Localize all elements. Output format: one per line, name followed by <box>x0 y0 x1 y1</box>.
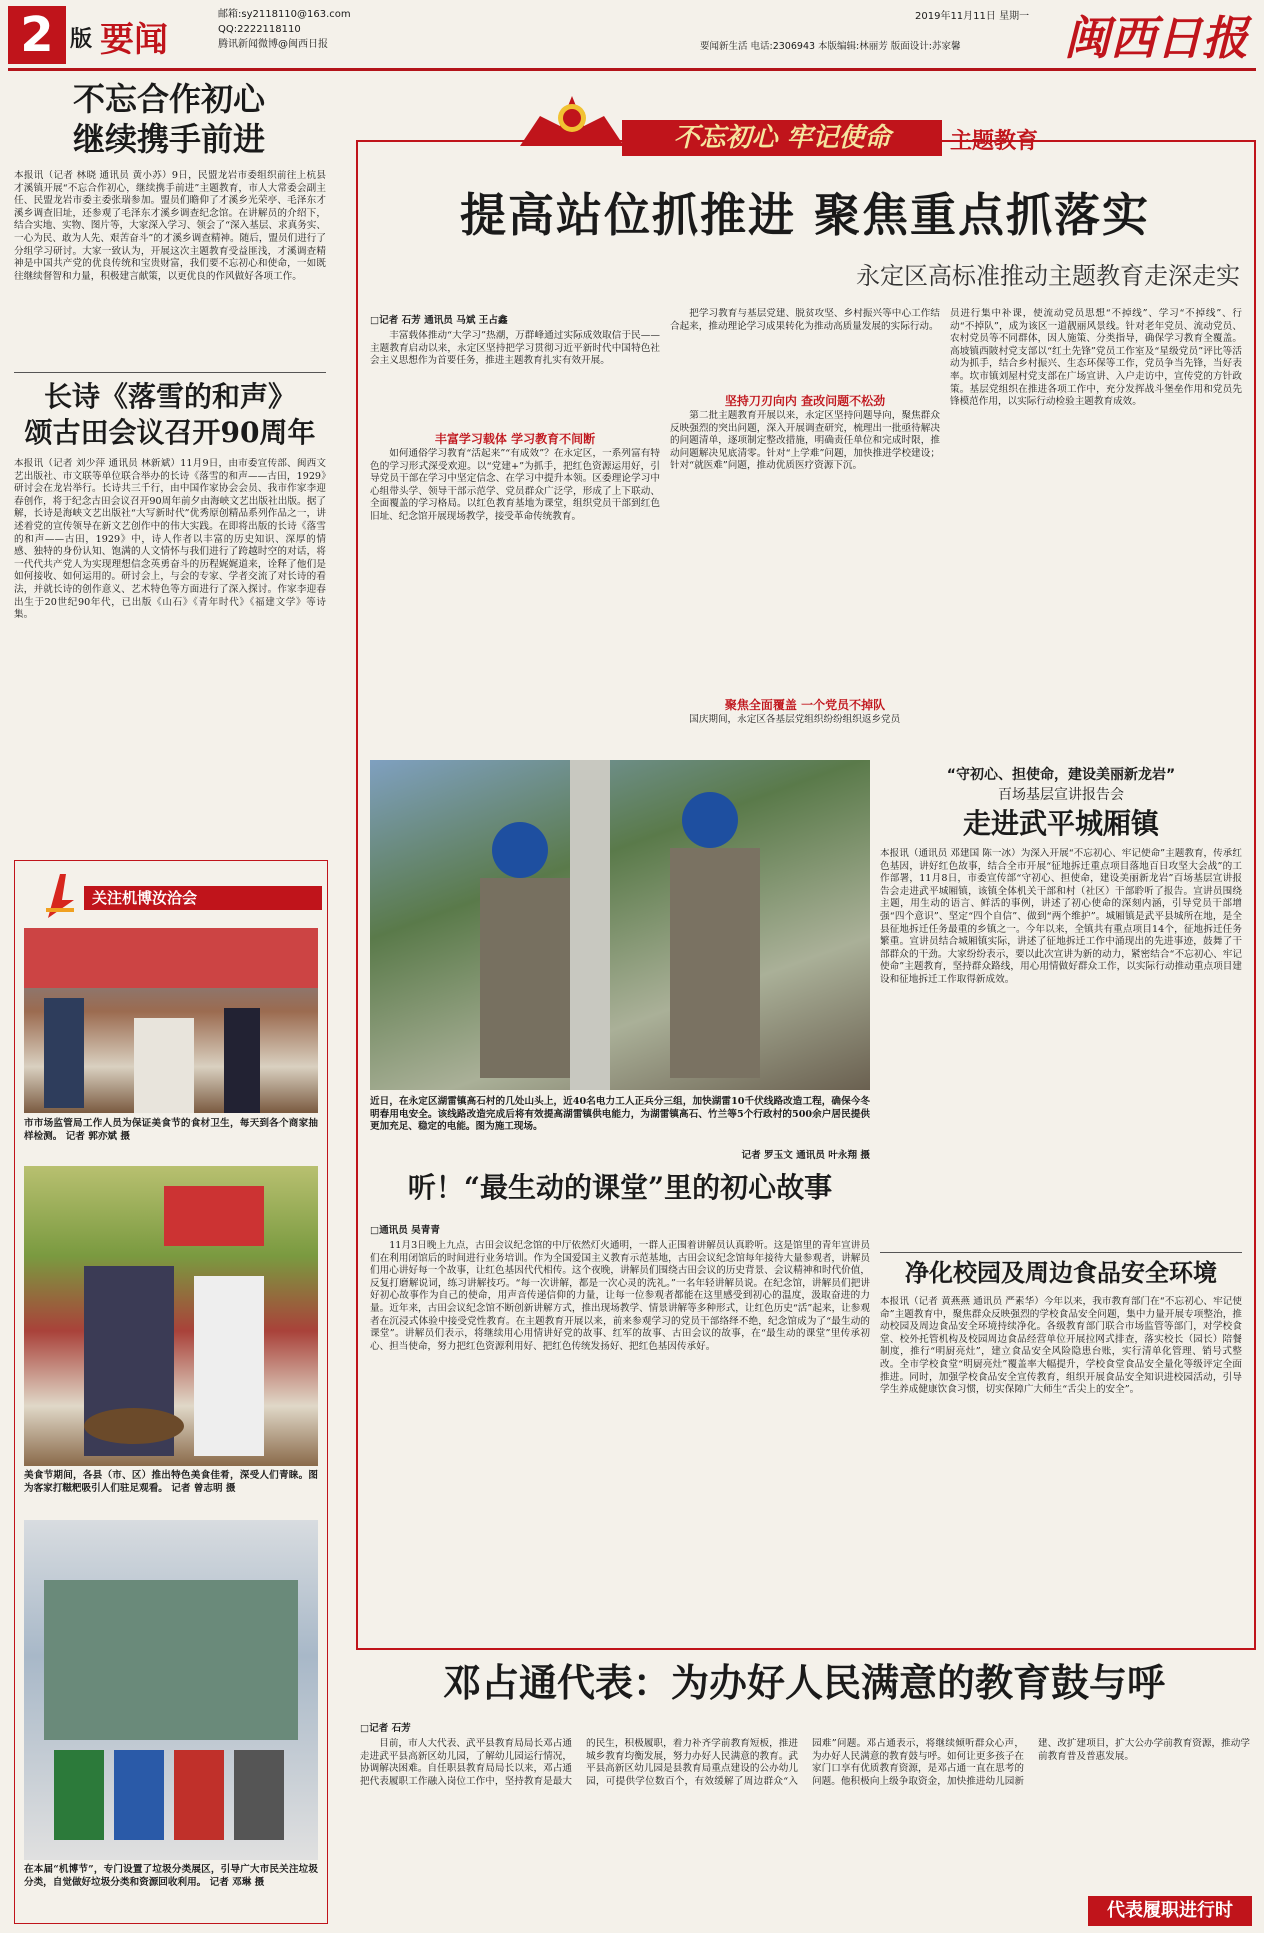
feature-col3: 员进行集中补课，使流动党员思想“不掉线”、学习“不掉线”、行动“不掉队”，成为该区一道靓丽风景线。针对老年党员、流动党员、农村党员等不同群体，因人施策、分类指导，确保学习教育全覆盖。高坡镇西陂村党支部以“红土先锋”党员工作室及“星级党员”评比等活动为抓手，结合乡村振兴、生态环保等工作，党员争当先锋，当好表率。坎市镇刘屋村党支部在广场宣讲、入户走访中，宣传党的方针政策。基层党组织在推进各项工作中，充分发挥战斗堡垒作用和党员先锋模范作用，以实际行动检验主题教育成效。 <box>950 308 1242 408</box>
classroom-title: 听！“最生动的课堂”里的初心故事 <box>407 1171 833 1204</box>
article1-title-1: 不忘合作初心 <box>72 80 265 118</box>
feature-col2c: 国庆期间，永定区各基层党组织纷纷组织返乡党员 <box>689 714 901 725</box>
paper-name: 闽西日报 <box>1064 11 1248 65</box>
classroom-byline: □通讯员 吴青青 <box>370 1225 440 1236</box>
article2-title-1: 长诗《落雪的和声》 <box>43 380 296 413</box>
wuping-body: 本报讯（通讯员 邓建国 陈一冰）为深入开展“不忘初心、牢记使命”主题教育，传承红色基因，讲好红色故事，结合全市开展“征地拆迁重点项目落地百日攻坚大会战”的工作部署，11月8日，市委宣传部“守初心、担使命，建设美丽新龙岩”百场基层宣讲报告会走进武平城厢镇，该镇全体机关干部和村（社区）干部聆听了报告。宣讲员围绕主题，用生动的语言、鲜活的事例，讲述了初心使命的深刻内涵，引导党员干部增强“四个意识”、坚定“四个自信”、做到“两个维护”。城厢镇是武平县城所在地，是全县征地拆迁任务最重的乡镇之一。今年以来，全镇共有重点项目14个，征地拆迁任务繁重。宣讲员结合城厢镇实际，讲述了征地拆迁工作中涌现出的先进事迹，鼓舞了干部群众的干劲。大家纷纷表示，要以此次宣讲为新的动力，紧密结合“不忘初心、牢记使命”主题教育，坚持群众路线，用心用情做好群众工作，以实际行动推动重点项目建设和征地拆迁工作取得新成效。 <box>880 848 1242 985</box>
feature-subhead: 永定区高标准推动主题教育走深走实 <box>856 262 1240 290</box>
page-label: 版 <box>70 27 93 52</box>
feature-tag: 主题教育 <box>950 129 1039 154</box>
deng-badge: 代表履职进行时 <box>1088 1896 1252 1926</box>
main-photo-caption: 近日，在永定区湖雷镇高石村的几处山头上，近40名电力工人正兵分三组，加快湖雷10千伏线路改造工程，确保今冬明春用电安全。该线路改造完成后将有效提高湖雷镇供电能力，为湖雷镇高石、竹兰等5个行政村的500余户居民提供更加充足、稳定的电能。图为施工现场。 <box>370 1096 870 1133</box>
issue-date: 2019年11月11日 星期一 <box>915 11 1030 22</box>
feature-byline: □记者 石芳 通讯员 马斌 王占鑫 <box>370 315 508 326</box>
article1-title-2: 继续携手前进 <box>72 120 265 158</box>
feature-sub3: 聚焦全面覆盖 一个党员不掉队 <box>724 698 886 712</box>
fair-logo-icon <box>40 870 80 922</box>
wuping-kicker2: 百场基层宣讲报告会 <box>998 787 1124 803</box>
classroom-body: 11月3日晚上九点，古田会议纪念馆的中厅依然灯火通明，一群人正围着讲解员认真聆听。这是馆里的青年宣讲员们在利用闭馆后的时间进行业务培训。作为全国爱国主义教育示范基地，古田会议纪念馆每年接待大量参观者，讲解员们用心讲好每一个故事，让红色基因代代相传。这个夜晚，讲解员们围绕古田会议的历史背景、会议精神和时代价值，反复打磨解说词，练习讲解技巧。“每一次讲解，都是一次心灵的洗礼。”一名年轻讲解员说。在纪念馆，讲解员们把讲好初心故事作为自己的使命，用声音传递信仰的力量，让每一位参观者都能在这里感受到初心的温度，汲取奋进的力量。近年来，古田会议纪念馆不断创新讲解方式，推出现场教学、情景讲解等多种形式，让红色历史“活”起来，让参观者在沉浸式体验中接受党性教育。在主题教育开展以来，前来参观学习的党员干部络绎不绝，纪念馆成为了“最生动的课堂”。讲解员们表示，将继续用心用情讲好党的故事、红军的故事、古田会议的故事，在“最生动的课堂”里传承初心、担当使命，努力把红色资源利用好、把红色传统发扬好、把红色基因传承好。 <box>370 1240 870 1352</box>
photo-power-workers <box>370 760 870 1090</box>
partner: 腾讯新闻微博@闽西日报 <box>218 39 328 50</box>
editor-line: 要闻新生活 电话:2306943 本版编辑:林丽芳 版面设计:苏家馨 <box>700 41 961 52</box>
email: 邮箱:sy2118110@163.com <box>218 9 351 20</box>
feature-banner: 不忘初心 牢记使命 <box>622 120 942 156</box>
main-photo-credit: 记者 罗玉文 通讯员 叶永翔 摄 <box>741 1150 870 1161</box>
feature-col1b: 如何通俗学习教育“活起来”“有成效”？在永定区，一系列富有特色的学习形式深受欢迎。以“党建+”为抓手，把红色资源运用好，引导党员干部在学习中坚定信念、在学习中提升本领。区委理论学习中心组带头学、领导干部示范学、党员群众广泛学，形成了上下联动、全面覆盖的学习格局。以红色教育基地为课堂，组织党员干部到红色旧址、纪念馆开展现场教学，接受革命传统教育。 <box>370 448 660 522</box>
article2-body: 本报讯（记者 刘少萍 通讯员 林新斌）11月9日，由市委宣传部、闽西文艺出版社、市文联等单位联合举办的长诗《落雪的和声——古田，1929》研讨会在龙岩举行。长诗共三千行，由中国作家协会会员、我市作家李迎春创作，将于纪念古田会议召开90周年前夕由海峡文艺出版社出版。据了解，长诗是海峡文艺出版社“大写新时代”优秀原创精品系列作品之一，讲述着党的宣传领导在新文艺创作中的伟大实践。在即将出版的长诗《落雪的和声——古田，1929》中，诗人作者以丰富的历史知识、深厚的情感、独特的身份认知、饱满的人文情怀与我们进行了跨越时空的对话，将一代代共产党人为实现理想信念英勇奋斗的历程娓娓道来，诠释了他们是如何接收、如何运用的。研讨会上，与会的专家、学者交流了对长诗的看法，并就长诗的创作意义、艺术特色等方面进行了深入探讨。作家李迎春出生于20世纪90年代，已出版《山石》《青年时代》《福建文学》等诗集。 <box>14 458 326 621</box>
divider <box>14 372 326 373</box>
page-number: 2 <box>8 6 66 64</box>
wuping-title: 走进武平城厢镇 <box>962 807 1159 840</box>
divider <box>880 1252 1242 1253</box>
feature-col2: 把学习教育与基层党建、脱贫攻坚、乡村振兴等中心工作结合起来，推动理论学习成果转化为推动高质量发展的实际行动。 <box>670 308 940 332</box>
deng-byline: □记者 石芳 <box>360 1723 411 1734</box>
deng-title: 邓占通代表：为办好人民满意的教育鼓与呼 <box>442 1660 1165 1705</box>
header-rule <box>8 68 1256 71</box>
photo-garbage-sorting <box>24 1520 318 1860</box>
feature-col2b: 第二批主题教育开展以来，永定区坚持问题导向，聚焦群众反映强烈的突出问题，深入开展调查研究，梳理出一批亟待解决的问题清单，逐项制定整改措施，明确责任单位和完成时限，推动问题解决见底清零。针对“上学难”问题，加快推进学校建设；针对“就医难”问题，推动优质医疗资源下沉。 <box>670 410 940 472</box>
photo1-caption: 市市场监管局工作人员为保证美食节的食材卫生，每天到各个商家抽样检测。 记者 郭亦斌 摄 <box>24 1118 318 1142</box>
photo-market-inspection <box>24 928 318 1113</box>
section-title: 要闻 <box>100 20 168 60</box>
qq: QQ:2222118110 <box>218 24 301 35</box>
food-safety-title: 净化校园及周边食品安全环境 <box>905 1258 1217 1287</box>
feature-sub1: 丰富学习载体 学习教育不间断 <box>434 432 596 446</box>
article2-title-2: 颂古田会议召开90周年 <box>24 416 316 449</box>
party-emblem-icon <box>520 86 624 148</box>
photo-ciba-making <box>24 1166 318 1466</box>
feature-sub2: 坚持刀刃向内 查改问题不松劲 <box>724 394 886 408</box>
feature-headline: 提高站位抓推进 聚焦重点抓落实 <box>459 188 1150 242</box>
article1-body: 本报讯（记者 林晓 通讯员 黄小苏）9日，民盟龙岩市委组织前往上杭县才溪镇开展“不忘合作初心，继续携手前进”主题教育，市人大常委会副主任、民盟龙岩市委主委张瑞参加。盟员们瞻仰了才溪乡光荣亭、毛泽东才溪乡调查旧址，还参观了毛泽东才溪乡调查纪念馆。在讲解员的介绍下，结合实地、实物、图片等，大家深入学习、领会了“深入基层、求真务实、一心为民、敢为人先、艰苦奋斗”的才溪乡调查精神。随后，盟员们进行了分组学习研讨。大家一致认为，开展这次主题教育受益匪浅，才溪调查精神是中国共产党的优良传统和宝贵财富，我们要不忘初心和使命，一如既往继续督智和力量，积极建言献策，以更优良的作风做好各项工作。 <box>14 170 326 282</box>
wuping-kicker: “守初心、担使命，建设美丽新龙岩” <box>946 767 1176 783</box>
photo3-caption: 在本届“机博节”，专门设置了垃圾分类展区，引导广大市民关注垃圾分类，自觉做好垃圾分类和资源回收利用。 记者 邓琳 摄 <box>24 1864 318 1888</box>
food-safety-body: 本报讯（记者 黄燕燕 通讯员 严素华）今年以来，我市教育部门在“不忘初心、牢记使命”主题教育中，聚焦群众反映强烈的学校食品安全问题，集中力量开展专项整治，推动校园及周边食品安全环境持续净化。各级教育部门联合市场监管等部门，对学校食堂、校外托管机构及校园周边食品经营单位开展拉网式排查，落实校长（园长）陪餐制度，推行“明厨亮灶”，建立食品安全风险隐患台账，实行清单化管理、销号式整改。全市学校食堂“明厨亮灶”覆盖率大幅提升，学校食堂食品安全量化等级评定全面推进。同时，加强学校食品安全宣传教育，组织开展食品安全知识进校园活动，引导学生养成健康饮食习惯，切实保障广大师生“舌尖上的安全”。 <box>880 1296 1242 1396</box>
ad-banner: 关注机博汝洽会 <box>84 886 322 910</box>
deng-body: 目前，市人大代表、武平县教育局局长邓占通走进武平县高新区幼儿园，了解幼儿园运行情况，协调解决困难。自任职县教育局局长以来，邓占通把代表履职工作融入岗位工作中，坚持教育是最大的民生，积极履职，着力补齐学前教育短板，推进城乡教育均衡发展，努力办好人民满意的教育。武平县高新区幼儿园是县教育局重点建设的公办幼儿园，可提供学位数百个，有效缓解了周边群众“入园难”问题。邓占通表示，将继续倾听群众心声，为办好人民满意的教育鼓与呼。如何让更多孩子在家门口享有优质教育资源，是邓占通一直在思考的问题。他积极向上级争取资金，加快推进幼儿园新建、改扩建项目，扩大公办学前教育资源，推动学前教育普及普惠发展。 <box>360 1738 1250 1787</box>
feature-col1: 丰富载体推动“大学习”热潮，万群峰通过实际成效取信于民——主题教育启动以来，永定区坚持把学习贯彻习近平新时代中国特色社会主义思想作为首要任务，推进主题教育扎实有效开展。 <box>370 330 660 367</box>
photo2-caption: 美食节期间，各县（市、区）推出特色美食佳肴，深受人们青睐。图为客家打糍粑吸引人们驻足观看。 记者 曾志明 摄 <box>24 1470 318 1494</box>
